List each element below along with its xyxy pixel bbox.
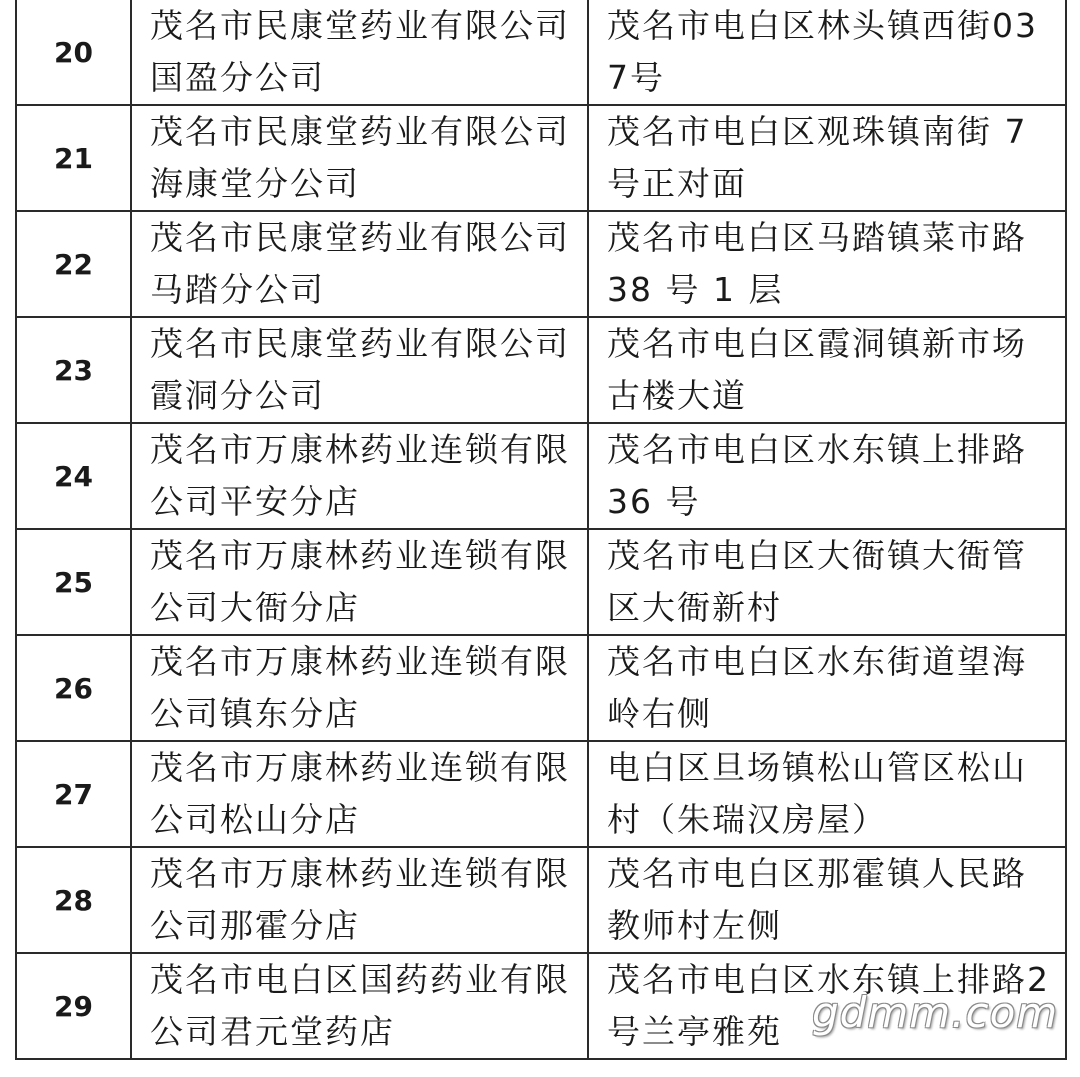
row-number: 22	[16, 211, 131, 317]
pharmacy-table-container	[15, 0, 1065, 1060]
company-name: 茂名市民康堂药业有限公司马踏分公司	[131, 211, 588, 317]
row-number: 25	[16, 529, 131, 635]
company-address: 茂名市电白区林头镇西街037号	[588, 0, 1066, 105]
company-name: 茂名市民康堂药业有限公司海康堂分公司	[131, 105, 588, 211]
table-row	[16, 105, 1066, 211]
table-row	[16, 529, 1066, 635]
pharmacy-table	[15, 0, 1067, 1060]
table-row	[16, 423, 1066, 529]
company-address: 电白区旦场镇松山管区松山村（朱瑞汉房屋）	[588, 741, 1066, 847]
row-number: 21	[16, 105, 131, 211]
company-name: 茂名市万康林药业连锁有限公司松山分店	[131, 741, 588, 847]
table-row	[16, 317, 1066, 423]
table-row	[16, 211, 1066, 317]
row-number: 24	[16, 423, 131, 529]
company-name: 茂名市民康堂药业有限公司国盈分公司	[131, 0, 588, 105]
company-address: 茂名市电白区马踏镇菜市路 38 号 1 层	[588, 211, 1066, 317]
company-address: 茂名市电白区水东镇上排路 36 号	[588, 423, 1066, 529]
company-name: 茂名市万康林药业连锁有限公司那霍分店	[131, 847, 588, 953]
table-row	[16, 0, 1066, 105]
company-address: 茂名市电白区观珠镇南街 7 号正对面	[588, 105, 1066, 211]
company-name: 茂名市万康林药业连锁有限公司大衙分店	[131, 529, 588, 635]
company-name: 茂名市万康林药业连锁有限公司镇东分店	[131, 635, 588, 741]
company-name: 茂名市电白区国药药业有限公司君元堂药店	[131, 953, 588, 1059]
row-number: 20	[16, 0, 131, 105]
table-row	[16, 847, 1066, 953]
company-address: 茂名市电白区大衙镇大衙管区大衙新村	[588, 529, 1066, 635]
row-number: 28	[16, 847, 131, 953]
table-row	[16, 635, 1066, 741]
company-address: 茂名市电白区霞洞镇新市场古楼大道	[588, 317, 1066, 423]
row-number: 29	[16, 953, 131, 1059]
row-number: 26	[16, 635, 131, 741]
company-address: 茂名市电白区水东街道望海岭右侧	[588, 635, 1066, 741]
table-row	[16, 741, 1066, 847]
company-name: 茂名市万康林药业连锁有限公司平安分店	[131, 423, 588, 529]
row-number: 23	[16, 317, 131, 423]
company-name: 茂名市民康堂药业有限公司霞洞分公司	[131, 317, 588, 423]
site-watermark: gdmm.com	[812, 988, 1059, 1037]
company-address: 茂名市电白区水东镇上排路2号兰亭雅苑	[588, 953, 1066, 1059]
row-number: 27	[16, 741, 131, 847]
company-address: 茂名市电白区那霍镇人民路教师村左侧	[588, 847, 1066, 953]
